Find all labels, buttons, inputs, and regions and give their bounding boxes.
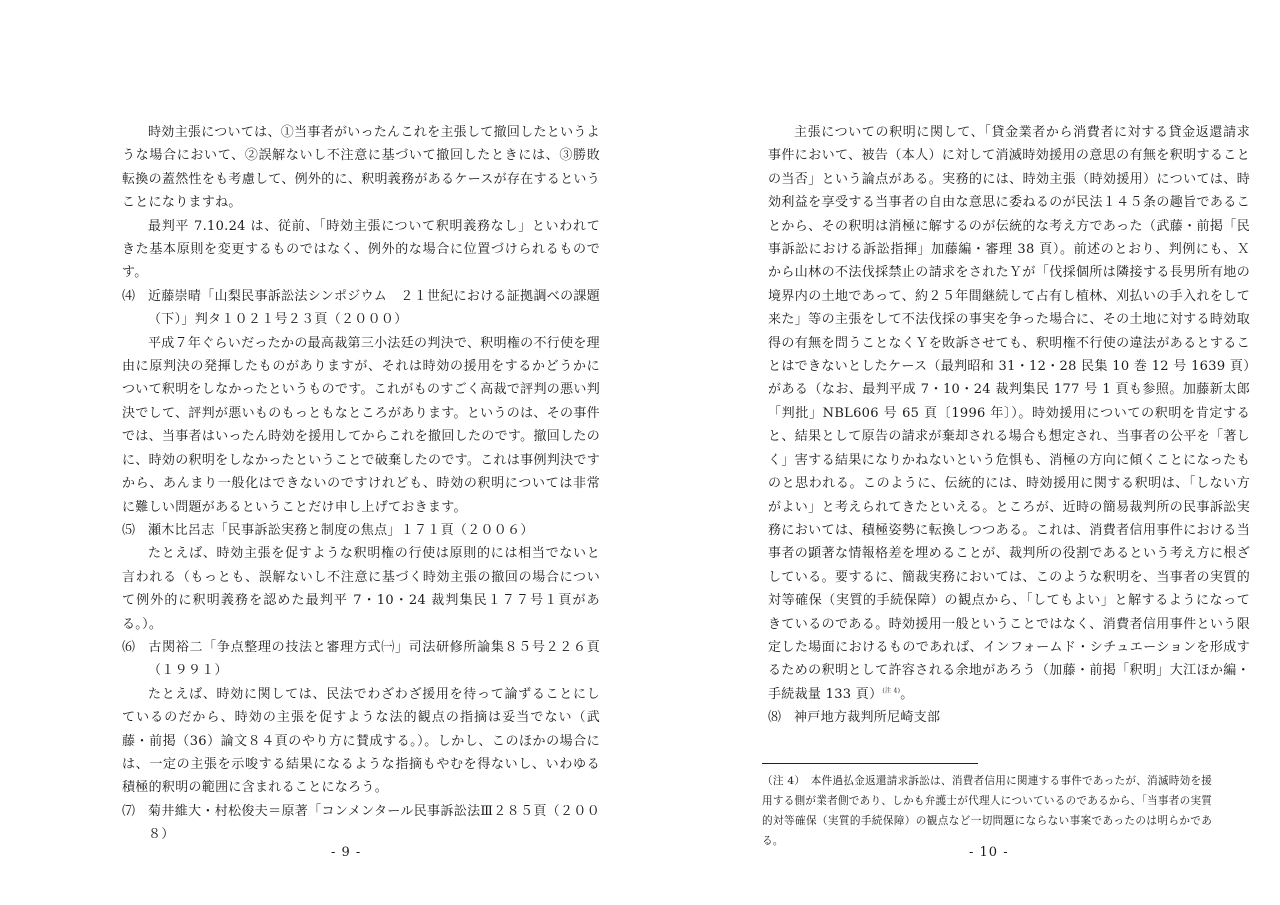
quote-paragraph: たとえば、時効主張を促すような釈明権の行使は原則的には相当でないと言われる（もっとも、誤解ないし不注意に基づく時効主張の撤回の場合について例外的に釈明義務を認めた最判平 7・10・24 裁判集民１７７号１頁がある。）。: [122, 546, 600, 632]
paragraph-end: 。: [900, 686, 914, 702]
quote-paragraph: たとえば、時効に関しては、民法でわざわざ援用を待って論ずることにしているのだから、時効の主張を促すような法的観点の指摘は妥当でない（武藤・前掲（36）論文８４頁のやり方に賛成する。）。しかし、このほかの場合には、一定の主張を示唆する結果になるような指摘もやむを得ないし、いわゆる積極的釈明の範囲に含まれることになろう。: [122, 686, 600, 796]
item-number: ⑻: [768, 710, 782, 726]
quote-paragraph: 平成７年ぐらいだったかの最高裁第三小法廷の判決で、釈明権の不行使を理由に原判決の発揮したものがありますが、それは時効の援用をするかどうかについて釈明をしなかったというものです。これがものすごく高裁で評判の悪い判決でして、評判が悪いものもっともなところがあります。というのは、その事件では、当事者はいったん時効を援用してからこれを撤回したのです。撤回したのに、時効の釈明をしなかったということで破棄したのです。これは事例判決ですから、あんまり一般化はできないのですけれども、時効の釈明については非常に難しい問題があるということだけ申し上げておきます。: [122, 335, 600, 515]
paragraph: 最判平 7.10.24 は、従前、「時効主張について釈明義務なし」といわれてきた基本原則を変更するものではなく、例外的な場合に位置づけられるものです。: [122, 218, 600, 281]
item-number: ⑺: [122, 803, 136, 819]
citation-text: 古関裕二「争点整理の技法と審理方式㈠」司法研修所論集８５号２２６頁（１９９１）: [148, 639, 600, 679]
footnote: [762, 771, 1212, 851]
footnote-text: 本件過払金返還請求訴訟は、消費者信用に関連する事件であったが、消滅時効を援用する側が業者側であり、しかも弁護士が代理人についているのであるから、「当事者の実質的対等確保（実質的手続保障）の観点など一切問題にならない事案であったのは明らかである。: [762, 775, 1213, 847]
citation-item: [122, 636, 600, 683]
page-right: [640, 0, 1280, 905]
paragraph: 時効主張については、①当事者がいったんこれを主張して撤回したというような場合において、②誤解ないし不注意に基づいて撤回したときには、③勝敗転換の蓋然性をも考慮して、例外的に、釈明義務があるケースが存在するということになりますね。: [122, 125, 600, 211]
page-left-body: [122, 121, 600, 847]
item-number: ⑸: [122, 522, 136, 538]
citation-text: 神戸地方裁判所尼崎支部: [794, 710, 941, 726]
page-number: - 10 -: [969, 845, 1009, 860]
page-number: - 9 -: [331, 845, 362, 860]
footnote-reference: (注 4): [882, 687, 901, 695]
citation-item: [768, 706, 1250, 729]
footnote-label: （注 4）: [762, 775, 800, 787]
item-number: ⑷: [122, 288, 136, 304]
citation-item: [122, 285, 600, 332]
citation-text: 菊井維大・村松俊夫＝原著「コンメンタール民事訴訟法Ⅲ２８５頁（２００８）: [148, 803, 600, 843]
citation-text: 瀬木比呂志「民事訴訟実務と制度の焦点」１７１頁（２００６）: [148, 522, 534, 538]
paragraph: [768, 121, 1250, 706]
footnote-divider: [762, 763, 978, 764]
page-right-body: [768, 121, 1250, 730]
citation-item: [122, 519, 600, 542]
citation-text: 近藤崇晴「山梨民事訴訟法シンポジウム ２１世紀における証拠調べの課題（下）」判タ１０２１号２３頁（２０００）: [148, 288, 600, 328]
paragraph-text: 主張についての釈明に関して、「貸金業者から消費者に対する貸金返還請求事件において、被告（本人）に対して消滅時効援用の意思の有無を釈明することの当否」という論点がある。実務的には、時効主張（時効援用）については、時効利益を享受する当事者の自由な意思に委ねるのが民法１４５条の趣旨であることから、その釈明は消極に解するのが伝統的な考え方であった（武藤・前掲「民事訴訟における訴訟指揮」加藤編・審理 38 頁）。前述のとおり、判例にも、Ｘから山林の不法伐採禁止の請求をされたＹが「伐採個所は隣接する長男所有地の境界内の土地であって、約２５年間継続して占有し植林、刈払いの手入れをして来た」等の主張をして不法伐採の事実を争った場合に、その土地に対する時効取得の有無を問うことなくＹを敗訴させても、釈明権不行使の違法があるとすることはできないとしたケース（最判昭和 31・12・28 民集 10 巻 12 号 1639 頁）がある（なお、最判平成 7・10・24 裁判集民 177 号 1 頁も参照。加藤新太郎「判批」NBL606 号 65 頁〔1996 年〕）。時効援用についての釈明を肯定すると、結果として原告の請求が棄却される場合も想定され、当事者の公平を「著しく」害する結果になりかねないという危惧も、消極の方向に傾くことになったものと思われる。このように、伝統的には、時効援用に関する釈明は、「しない方がよい」と考えられてきたといえる。ところが、近時の簡易裁判所の民事訴訟実務においては、積極姿勢に転換しつつある。これは、消費者信用事件における当事者の顕著な情報格差を埋めることが、裁判所の役割であるという考え方に根ざしている。要するに、簡裁実務においては、このような釈明を、当事者の実質的対等確保（実質的手続保障）の観点から、「してもよい」と解するようになってきているのである。時効援用一般ということではなく、消費者信用事件という限定した場面におけるものであれば、インフォームド・シチュエーションを形成するための釈明として許容される余地があろう（加藤・前掲「釈明」大江ほか編・手続裁量 133 頁）: [768, 125, 1250, 702]
citation-item: [122, 800, 600, 847]
item-number: ⑹: [122, 639, 136, 655]
